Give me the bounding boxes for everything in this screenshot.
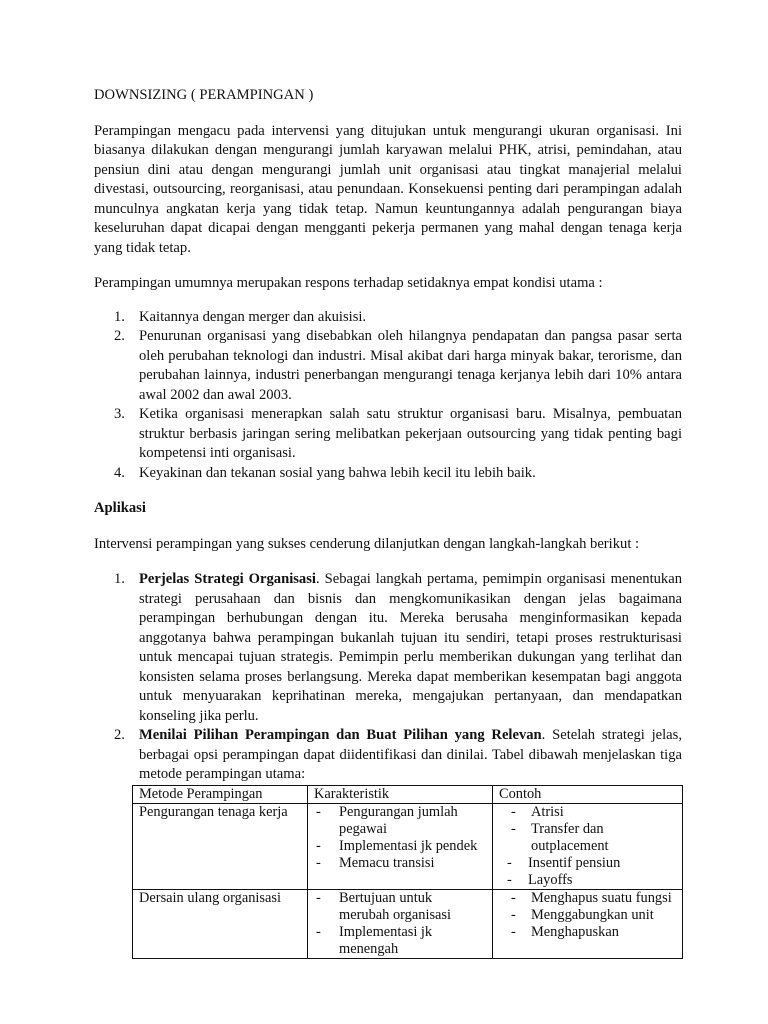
characteristics-cell xyxy=(308,803,493,889)
characteristic-item: - Implementasi jk menengah xyxy=(314,924,486,958)
column-header-characteristics: Karakteristik xyxy=(308,785,493,803)
section-heading-aplikasi: Aplikasi xyxy=(94,500,146,516)
document-title: DOWNSIZING ( PERAMPINGAN ) xyxy=(94,87,314,103)
list-item xyxy=(94,405,682,464)
example-item: - Menghapuskan xyxy=(499,924,676,941)
list-number: 2. xyxy=(114,328,125,344)
step-title: Perjelas Strategi Organisasi xyxy=(139,571,316,587)
step-text: . Sebagai langkah pertama, pemimpin organisasi menentukan strategi perusahaan dan bisnis dan mengkomunikasikan dengan jelas bagaimana perampingan berhubungan dengan itu. Mereka berusaha menginformasikan kepada anggotanya bahwa perampingan bukanlah tujuan itu sendiri, tetapi proses restrukturisasi untuk mencapai tujuan strategis. Pemimpin perlu memberikan dukungan yang terlihat dan konsisten selama proses berlangsung. Mereka dapat memberikan kesempatan bagi anggota untuk menyuarakan keprihatinan mereka, mengajukan pertanyaan, dan mendapatkan konseling jika perlu. xyxy=(139,571,682,724)
condition-text: Penurunan organisasi yang disebabkan oleh hilangnya pendapatan dan pangsa pasar serta oleh perubahan teknologi dan industri. Misal akibat dari harga minyak bakar, terorisme, dan perubahan lainnya, industri penerbangan mengurangi tenaga kerjanya lebih dari 10% antara awal 2002 dan awal 2003. xyxy=(139,328,682,403)
example-item: - Menghapus suatu fungsi xyxy=(499,890,676,907)
list-item xyxy=(94,570,682,726)
step-title: Menilai Pilihan Perampingan dan Buat Pilihan yang Relevan xyxy=(139,727,542,743)
example-item: - Layoffs xyxy=(499,872,676,889)
characteristic-item: - Bertujuan untuk merubah organisasi xyxy=(314,890,486,924)
list-number: 1. xyxy=(114,571,125,587)
conditions-list xyxy=(94,308,682,484)
list-number: 1. xyxy=(114,308,125,325)
characteristics-cell xyxy=(308,889,493,958)
characteristic-item: - Implementasi jk pendek xyxy=(314,838,486,855)
column-header-examples: Contoh xyxy=(493,785,683,803)
condition-text: Keyakinan dan tekanan sosial yang bahwa lebih kecil itu lebih baik. xyxy=(139,464,536,481)
intro-paragraph: Perampingan mengacu pada intervensi yang ditujukan untuk mengurangi ukuran organisasi. Ini biasanya dilakukan dengan mengurangi jumlah karyawan melalui PHK, atrisi, pemindahan, atau pensiun dini atau dengan mengurangi jumlah unit organisasi atau tingkat manajerial melalui divestasi, outsourcing, reorganisasi, atau penundaan. Konsekuensi penting dari perampingan adalah munculnya angkatan kerja yang tidak tetap. Namun keuntungannya adalah pengurangan biaya keseluruhan dapat dicapai dengan mengganti pekerja permanen yang mahal dengan tenaga kerja yang tidak tetap. xyxy=(94,122,682,256)
steps-list xyxy=(94,570,682,785)
downsizing-methods-table xyxy=(132,785,683,959)
table-header-row xyxy=(133,785,683,803)
list-item xyxy=(94,308,682,328)
list-number: 4. xyxy=(114,464,125,481)
method-cell: Pengurangan tenaga kerja xyxy=(133,803,308,889)
condition-text: Ketika organisasi menerapkan salah satu struktur organisasi baru. Misalnya, pembuatan struktur berbasis jaringan sering melibatkan pekerjaan outsourcing yang tidak penting bagi kompetensi inti organisasi. xyxy=(139,406,682,461)
list-number: 2. xyxy=(114,727,125,743)
examples-cell xyxy=(493,889,683,958)
list-item xyxy=(94,327,682,405)
example-item: - Atrisi xyxy=(499,804,676,821)
condition-text: Kaitannya dengan merger dan akuisisi. xyxy=(139,308,367,325)
list-number: 3. xyxy=(114,406,125,422)
method-cell: Dersain ulang organisasi xyxy=(133,889,308,958)
example-item: - Menggabungkan unit xyxy=(499,907,676,924)
characteristic-item: - Pengurangan jumlah pegawai xyxy=(314,804,486,838)
conditions-lead: Perampingan umumnya merupakan respons terhadap setidaknya empat kondisi utama : xyxy=(94,275,603,291)
list-item xyxy=(94,726,682,785)
characteristic-item: - Memacu transisi xyxy=(314,855,486,872)
examples-cell xyxy=(493,803,683,889)
example-item: - Insentif pensiun xyxy=(499,855,676,872)
table-row xyxy=(133,803,683,889)
column-header-method: Metode Perampingan xyxy=(133,785,308,803)
example-item: - Transfer dan outplacement xyxy=(499,821,676,855)
list-item xyxy=(94,464,682,484)
step-text: . Setelah strategi jelas, berbagai opsi perampingan dapat diidentifikasi dan dinilai. Tabel dibawah menjelaskan tiga metode perampingan utama: xyxy=(139,727,682,782)
steps-lead: Intervensi perampingan yang sukses cenderung dilanjutkan dengan langkah-langkah berikut : xyxy=(94,535,640,552)
table-row xyxy=(133,889,683,958)
